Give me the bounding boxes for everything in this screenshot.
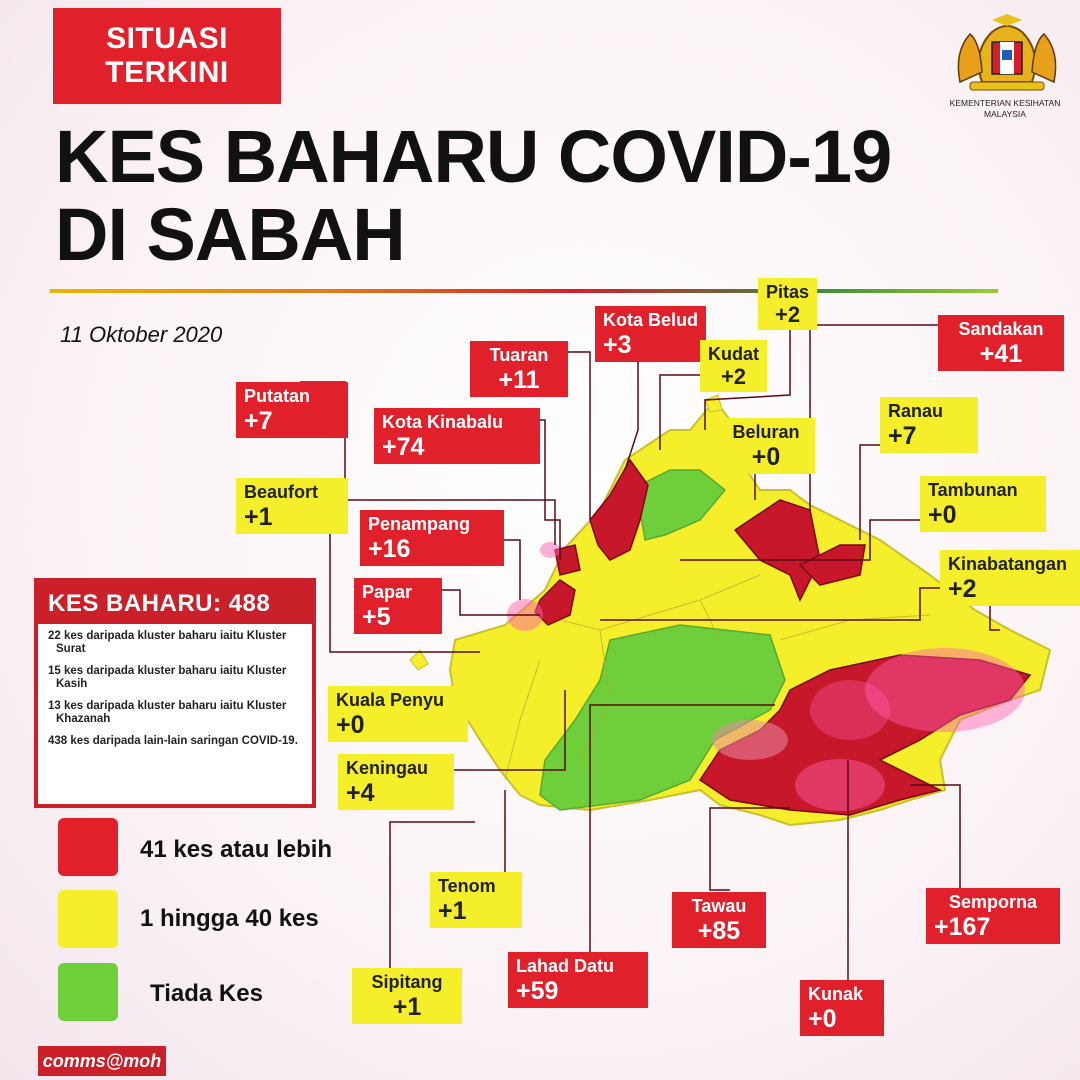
- district-case-count: +0: [751, 443, 781, 471]
- cluster-highlight: [540, 542, 560, 558]
- district-label-kota-belud: [595, 306, 706, 362]
- report-date: 11 Oktober 2020: [60, 322, 223, 347]
- cluster-highlight: [795, 759, 885, 811]
- district-case-count: +74: [382, 433, 425, 461]
- district-name: Putatan: [244, 386, 311, 406]
- legend-label-yellow: 1 hingga 40 kes: [140, 905, 319, 932]
- district-name: Keningau: [346, 758, 429, 778]
- district-case-count: +1: [244, 503, 273, 531]
- cluster-highlight: [810, 680, 890, 740]
- district-label-kunak: [800, 980, 884, 1036]
- district-name: Kudat: [708, 344, 759, 364]
- district-name: Kota Belud: [603, 310, 699, 330]
- summary-item: 438 kes daripada lain-lain saringan COVID-19.: [48, 735, 298, 747]
- district-label-beaufort: [236, 478, 348, 534]
- district-name: Sandakan: [958, 319, 1044, 339]
- district-name: Kuala Penyu: [336, 690, 445, 710]
- district-name: Beluran: [732, 422, 800, 442]
- district-case-count: +11: [498, 366, 540, 394]
- legend-swatch-yellow: [58, 890, 118, 948]
- district-label-sipitang: [352, 968, 462, 1024]
- district-name: Beaufort: [244, 482, 319, 502]
- district-name: Tambunan: [928, 480, 1018, 500]
- district-label-tenom: [430, 872, 522, 928]
- district-label-putatan: [236, 382, 348, 438]
- legend-label-green: Tiada Kes: [150, 980, 263, 1007]
- island: [410, 650, 428, 670]
- district-label-sandakan: [938, 315, 1064, 371]
- district-label-tawau: [672, 892, 766, 948]
- badge-line2: TERKINI: [105, 56, 229, 89]
- district-label-papar: [354, 578, 442, 634]
- ministry-caption-line1: KEMENTERIAN KESIHATAN: [949, 98, 1061, 108]
- district-case-count: +41: [979, 340, 1023, 368]
- district-case-count: +2: [774, 302, 801, 327]
- cluster-highlight: [712, 720, 788, 760]
- title-line2: DI SABAH: [55, 193, 405, 276]
- district-case-count: +59: [516, 977, 559, 1005]
- district-case-count: +1: [438, 897, 467, 925]
- district-label-lahad-datu: [508, 952, 648, 1008]
- district-name: Kinabatangan: [948, 554, 1068, 574]
- district-label-kota-kinabalu: [374, 408, 540, 464]
- summary-item: 13 kes daripada kluster baharu iaitu Kluster Khazanah: [48, 700, 287, 725]
- district-case-count: +0: [808, 1005, 837, 1033]
- district-name: Semporna: [948, 892, 1038, 912]
- legend-swatch-red: [58, 818, 118, 876]
- district-name: Sipitang: [371, 972, 443, 992]
- district-label-penampang: [360, 510, 504, 566]
- district-case-count: +3: [603, 331, 632, 359]
- district-case-count: +85: [697, 917, 741, 945]
- district-name: Tuaran: [489, 345, 549, 365]
- district-case-count: +0: [336, 711, 365, 739]
- district-name: Tawau: [691, 896, 747, 916]
- district-case-count: +7: [244, 407, 273, 435]
- district-name: Ranau: [888, 401, 944, 421]
- district-label-kudat: [700, 340, 767, 392]
- district-case-count: +1: [392, 993, 422, 1021]
- district-label-keningau: [338, 754, 454, 810]
- district-case-count: +2: [948, 575, 977, 603]
- district-name: Tenom: [438, 876, 496, 896]
- title-line1: KES BAHARU COVID-19: [55, 115, 892, 198]
- district-case-count: +167: [934, 913, 991, 941]
- district-case-count: +5: [362, 603, 391, 631]
- district-label-kinabatangan: [940, 550, 1080, 606]
- district-case-count: +16: [368, 535, 411, 563]
- summary-title: KES BAHARU: 488: [38, 582, 312, 624]
- district-name: Kunak: [808, 984, 864, 1004]
- footer-credit: comms@moh: [38, 1046, 166, 1076]
- badge-line1: SITUASI: [106, 22, 228, 55]
- district-case-count: +0: [928, 501, 957, 529]
- district-label-ranau: [880, 397, 978, 453]
- district-label-semporna: [926, 888, 1060, 944]
- ministry-caption-line2: MALAYSIA: [984, 109, 1026, 119]
- summary-item: 15 kes daripada kluster baharu iaitu Kluster Kasih: [48, 665, 287, 690]
- district-label-pitas: [758, 278, 817, 330]
- district-name: Pitas: [766, 282, 810, 302]
- district-name: Kota Kinabalu: [382, 412, 504, 432]
- district-label-beluran: [717, 418, 815, 474]
- district-label-tambunan: [920, 476, 1046, 532]
- district-label-tuaran: [470, 341, 568, 397]
- district-label-kuala-penyu: [328, 686, 468, 742]
- district-case-count: +7: [888, 422, 917, 450]
- district-name: Lahad Datu: [516, 956, 615, 976]
- summary-item: 22 kes daripada kluster baharu iaitu Kluster Surat: [48, 630, 287, 655]
- legend-swatch-green: [58, 963, 118, 1021]
- legend-label-red: 41 kes atau lebih: [140, 836, 333, 863]
- district-case-count: +4: [346, 779, 375, 807]
- cluster-highlight: [865, 648, 1025, 732]
- district-name: Penampang: [368, 514, 471, 534]
- district-name: Papar: [362, 582, 413, 602]
- summary-box: [34, 578, 316, 808]
- district-case-count: +2: [720, 364, 747, 389]
